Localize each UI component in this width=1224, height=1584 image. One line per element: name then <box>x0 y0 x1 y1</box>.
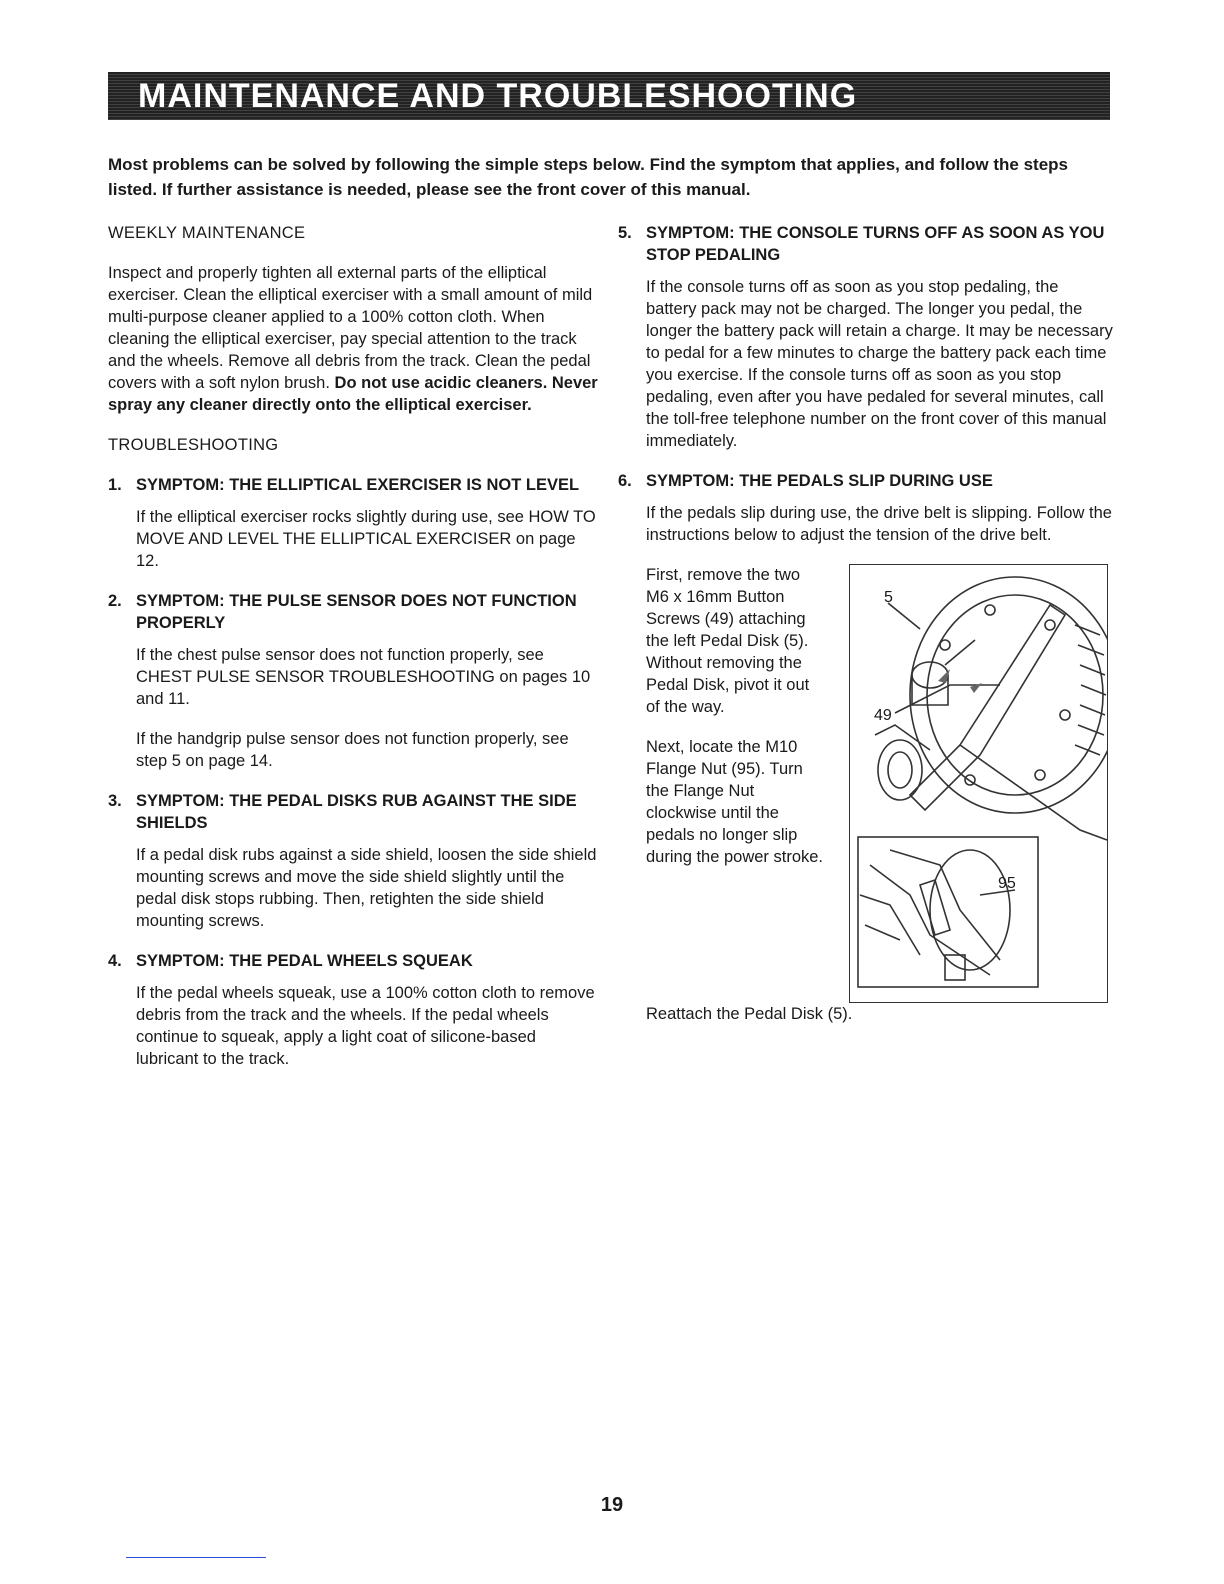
weekly-maintenance-body <box>108 262 598 416</box>
weekly-maintenance-heading: WEEKLY MAINTENANCE <box>108 224 306 242</box>
symptom-3-title: 3. SYMPTOM: THE PEDAL DISKS RUB AGAINST THE SIDE SHIELDS <box>108 792 577 832</box>
step-final: Reattach the Pedal Disk (5). <box>646 1005 853 1023</box>
weekly-maintenance-text: Inspect and properly tighten all external parts of the elliptical exerciser. Clean the elliptical exerciser with a small amount of mild multi-purpose cleaner applied to a 100% cotton cloth. When cleaning the elliptical exerciser, pay special attention to the track and the wheels. Remove all debris from the track. Clean the pedal covers with a soft nylon brush. <box>108 264 593 392</box>
symptom-6-steps <box>646 564 1113 1003</box>
pedal-disk-diagram <box>849 564 1108 1003</box>
page-number: 19 <box>600 1494 624 1516</box>
intro-text: Most problems can be solved by following the simple steps below. Find the symptom that applies, and follow the steps listed. If further assistance is needed, please see the front cover of this manual. <box>108 155 1069 199</box>
scan-mark <box>126 1557 266 1558</box>
symptom-3-text: If a pedal disk rubs against a side shield, loosen the side shield mounting screws and move the side shield slightly until the pedal disk stops rubbing. Then, retighten the side shield mounting screws. <box>136 846 597 930</box>
symptom-2-title: 2. SYMPTOM: THE PULSE SENSOR DOES NOT FUNCTION PROPERLY <box>108 592 577 632</box>
symptom-2-text-chest: If the chest pulse sensor does not function properly, see CHEST PULSE SENSOR TROUBLESHOOTING on pages 10 and 11. <box>136 646 591 708</box>
section-banner <box>108 72 1110 120</box>
page-title: MAINTENANCE AND TROUBLESHOOTING <box>138 76 858 115</box>
symptom-4-title: 4. SYMPTOM: THE PEDAL WHEELS SQUEAK <box>108 952 473 970</box>
weekly-maintenance-warning: Do not use acidic cleaners. Never spray any cleaner directly onto the elliptical exerciser. <box>108 374 598 414</box>
symptom-2-text-handgrip: If the handgrip pulse sensor does not function properly, see step 5 on page 14. <box>136 730 569 770</box>
step-next: Next, locate the M10 Flange Nut (95). Turn the Flange Nut clockwise until the pedals no longer slip during the power stroke. <box>646 738 824 866</box>
symptom-6-title: 6. SYMPTOM: THE PEDALS SLIP DURING USE <box>618 472 993 490</box>
symptom-5-title: 5. SYMPTOM: THE CONSOLE TURNS OFF AS SOON AS YOU STOP PEDALING <box>618 224 1105 264</box>
pedal-disk-illustration <box>850 565 1107 1002</box>
symptom-6-step-text <box>646 564 826 1003</box>
callout-5: 5 <box>884 589 893 606</box>
symptom-6-text: If the pedals slip during use, the drive belt is slipping. Follow the instructions below to adjust the tension of the drive belt. <box>646 504 1112 544</box>
left-column <box>108 222 598 1088</box>
callout-95: 95 <box>998 875 1016 892</box>
symptom-1-title: 1. SYMPTOM: THE ELLIPTICAL EXERCISER IS NOT LEVEL <box>108 476 580 494</box>
callout-49: 49 <box>874 707 892 724</box>
step-first: First, remove the two M6 x 16mm Button Screws (49) attaching the left Pedal Disk (5). Without removing the Pedal Disk, pivot it out of the way. <box>646 566 810 716</box>
troubleshooting-heading: TROUBLESHOOTING <box>108 436 279 454</box>
right-column <box>618 222 1113 1043</box>
symptom-5-text: If the console turns off as soon as you stop pedaling, the battery pack may not be charged. The longer you pedal, the longer the battery pack will retain a charge. It may be necessary to pedal for a few minutes to charge the battery pack each time you exercise. If the console turns off as soon as you stop pedaling, even after you have pedaled for several minutes, call the toll-free telephone number on the front cover of this manual immediately. <box>646 278 1113 450</box>
symptom-1-text: If the elliptical exerciser rocks slightly during use, see HOW TO MOVE AND LEVEL THE ELLIPTICAL EXERCISER on page 12. <box>136 508 596 570</box>
symptom-4-text: If the pedal wheels squeak, use a 100% cotton cloth to remove debris from the track and the wheels. If the pedal wheels continue to squeak, apply a light coat of silicone-based lubricant to the track. <box>136 984 595 1068</box>
